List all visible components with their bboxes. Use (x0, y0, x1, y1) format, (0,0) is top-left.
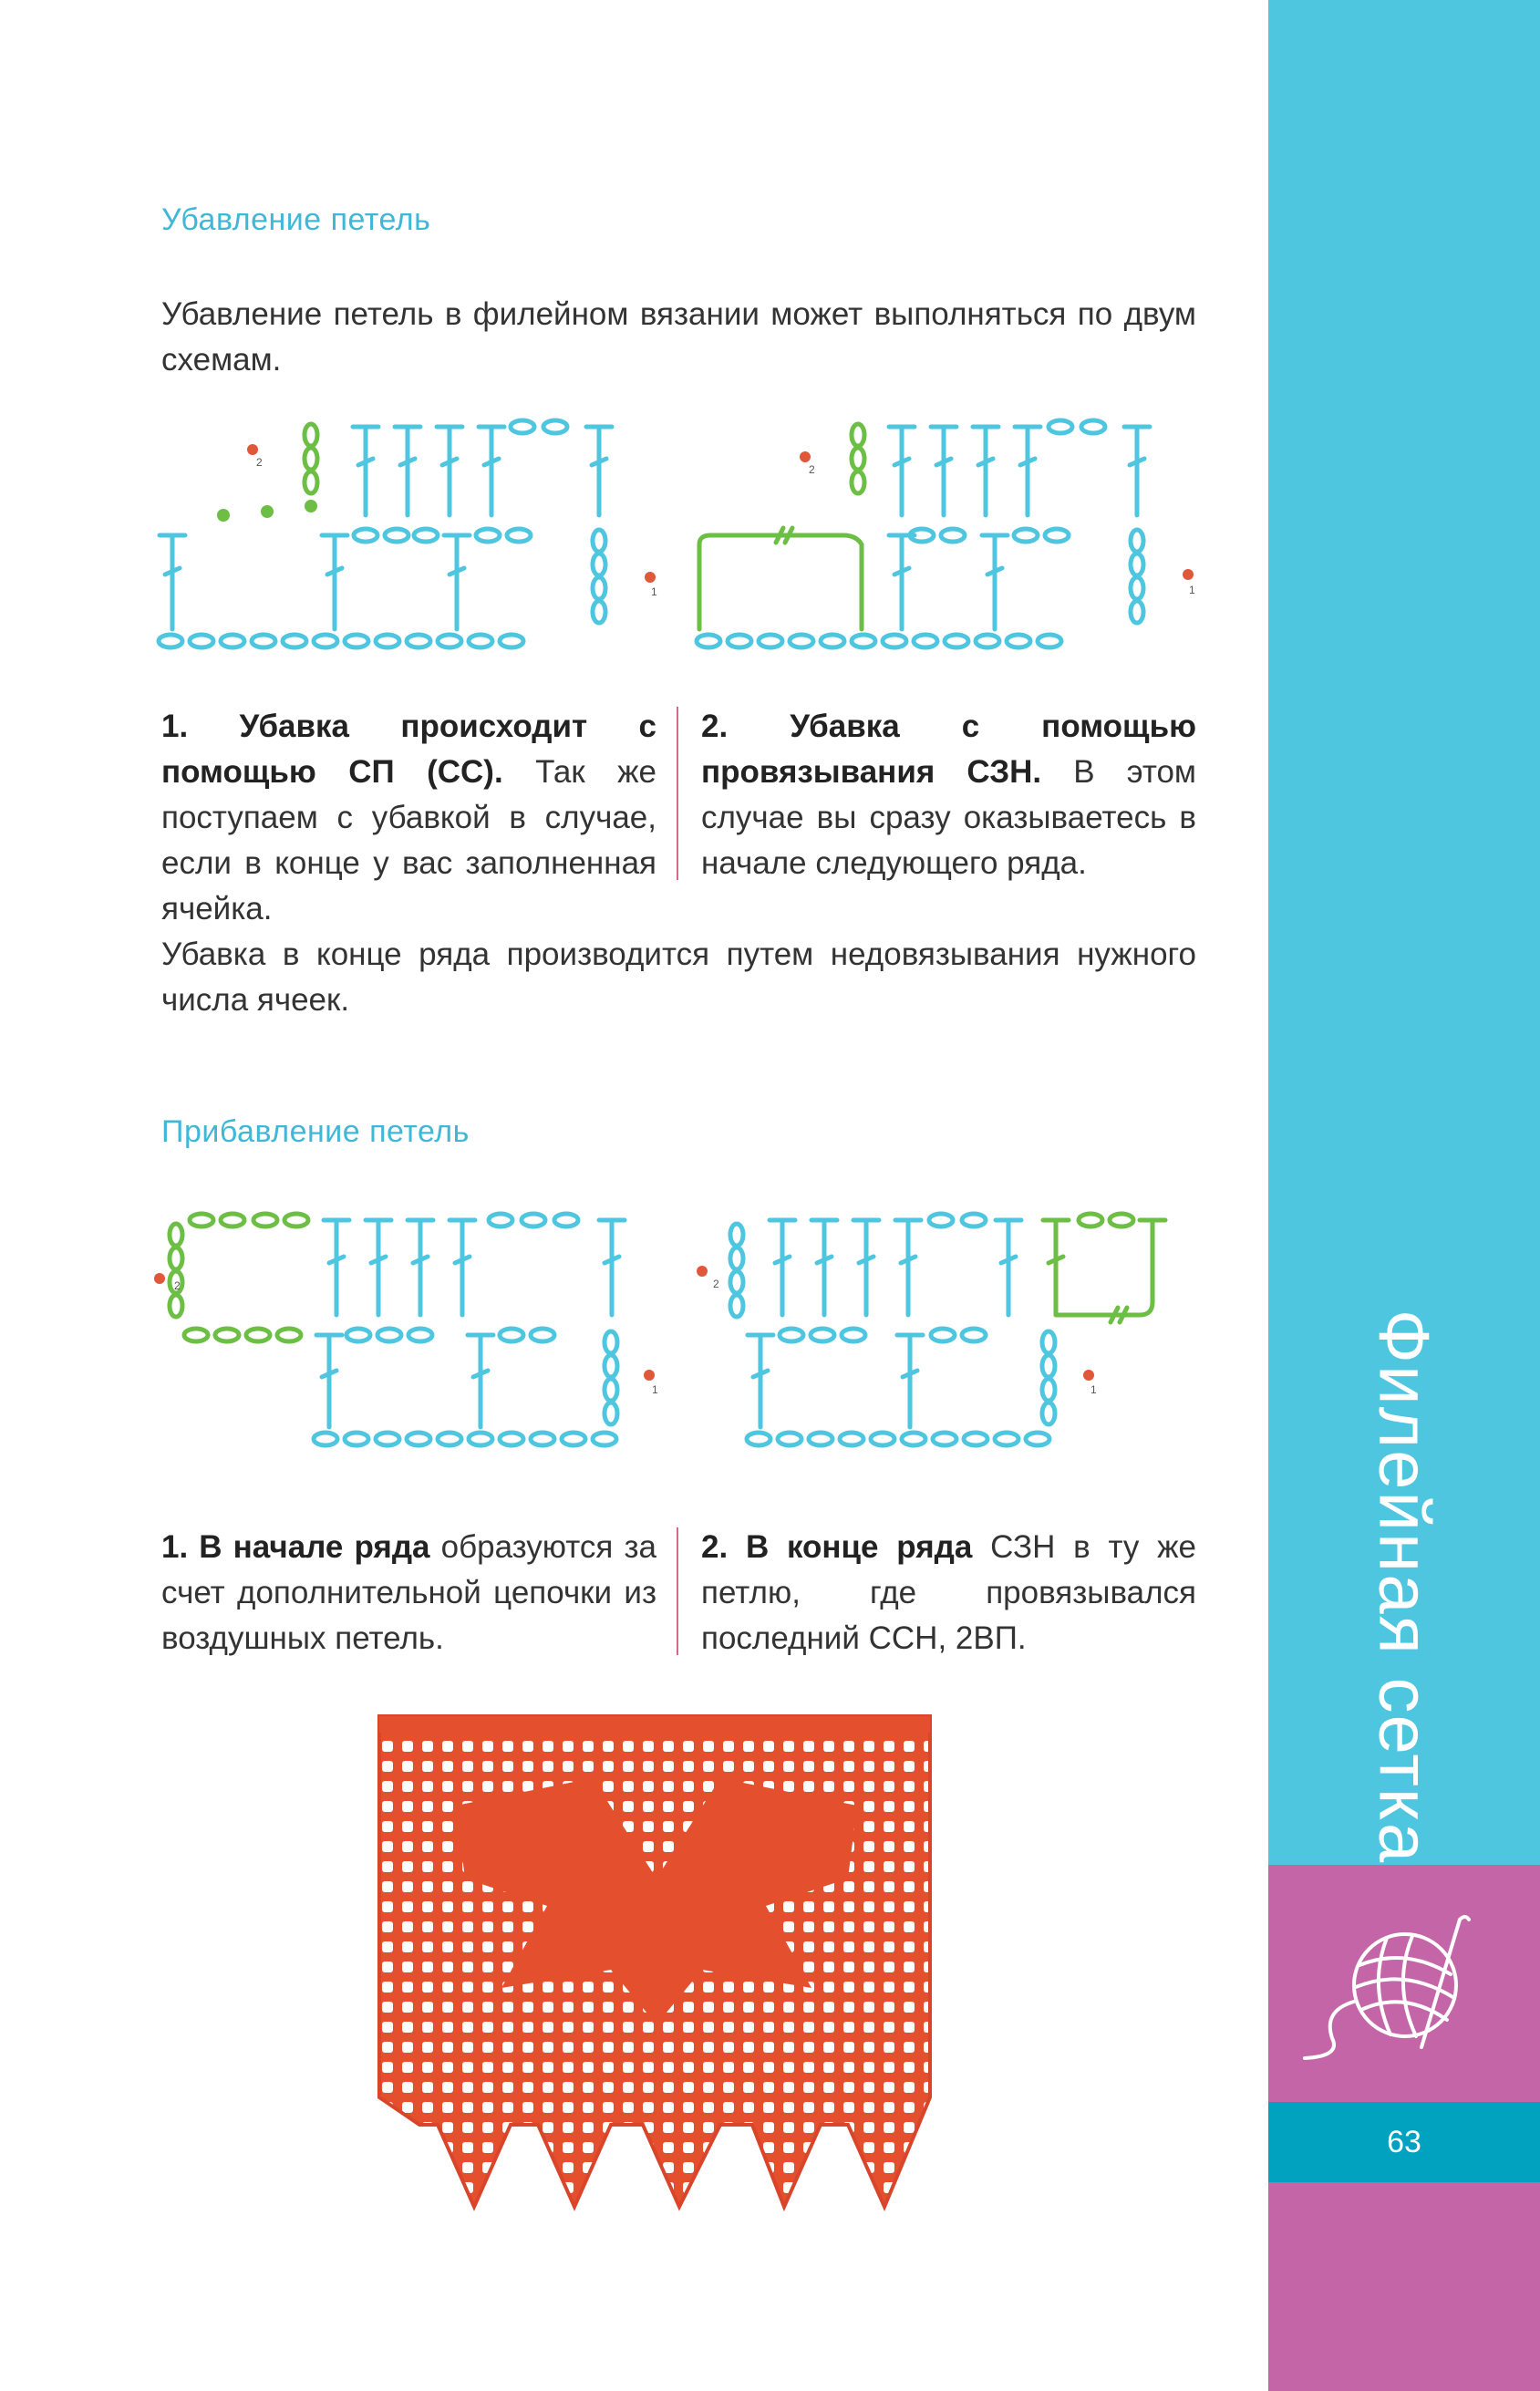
scheme-row-label: 2 (809, 463, 815, 476)
scheme-row-label: 1 (1090, 1383, 1097, 1396)
scheme-row-label: 2 (256, 456, 263, 469)
increase-scheme-2 (711, 1213, 1222, 1459)
section-title-decrease: Убавление петель (161, 202, 431, 237)
caption-decrease-2: 2. Убавка с помощью провязывания СЗН. В этом случае вы сразу оказываетесь в начале следующего ряда. (701, 709, 1196, 881)
outro-paragraph: Убавка в конце ряда производится путем недовязывания нужного числа ячеек. (161, 937, 1196, 1018)
filet-lace-photo (337, 1696, 976, 2234)
scheme-row-label: 2 (174, 1279, 181, 1292)
page-number: 63 (1268, 2102, 1540, 2182)
sidebar-bottom-panel (1268, 2182, 1540, 2391)
section-title-increase: Прибавление петель (161, 1114, 470, 1149)
increase-scheme-1 (150, 1213, 661, 1459)
caption-divider (677, 1527, 678, 1655)
scheme-row-label: 1 (651, 585, 657, 598)
decrease-scheme-1 (150, 415, 661, 661)
caption-divider (677, 707, 678, 880)
decrease-scheme-2 (688, 415, 1199, 661)
scheme-row-label: 2 (713, 1278, 719, 1290)
sidebar-icon-panel (1268, 1865, 1540, 2102)
scheme-row-label: 1 (1189, 584, 1195, 596)
yarn-ball-icon (1268, 1865, 1540, 2102)
caption-increase-2: 2. В конце ряда СЗН в ту же петлю, где провязывался последний ССН, 2ВП. (701, 1529, 1197, 1656)
scheme-row-label: 1 (652, 1383, 658, 1396)
caption-increase-1: 1. В начале ряда образуются за счет дополнительной цепочки из воздушных петель. (161, 1529, 656, 1656)
caption-decrease-1: 1. Убавка происходит с помощью СП (СС). Так же поступаем с убавкой в случае, если в конце у вас заполненная ячейка. (161, 709, 656, 926)
sidebar-chapter-title: Филейная сетка (1364, 1309, 1445, 1865)
intro-paragraph: Убавление петель в филейном вязании может выполняться по двум схемам. (161, 296, 1196, 378)
